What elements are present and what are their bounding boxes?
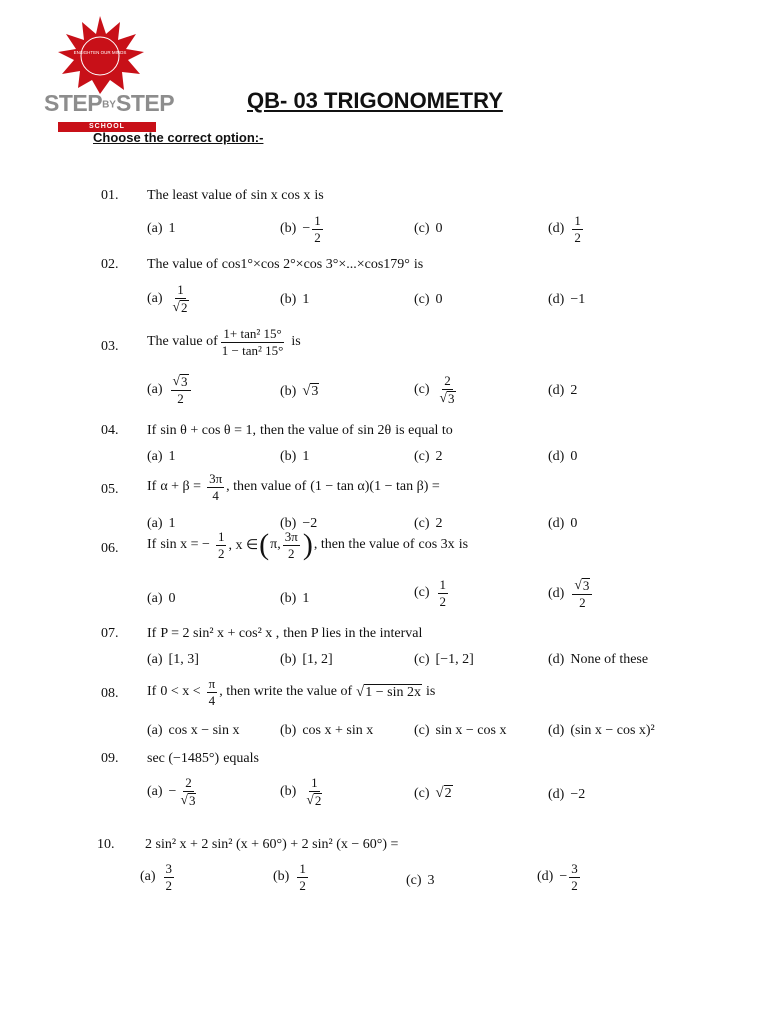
question-prefix: If	[147, 423, 157, 438]
option-value: −2	[570, 787, 586, 802]
option-label: (a)	[147, 449, 163, 464]
fraction	[572, 214, 583, 244]
option-value: 1	[302, 292, 310, 307]
question-suffix: is	[458, 537, 469, 553]
denominator-radical: √ 3	[180, 791, 196, 808]
option-label: (b)	[280, 783, 297, 799]
question-suffix: is	[425, 684, 436, 700]
option-value: [1, 2]	[302, 652, 333, 667]
option-d[interactable]	[548, 578, 594, 609]
question-text	[147, 530, 468, 560]
radicand: 3	[311, 384, 319, 399]
option-b[interactable]	[280, 591, 309, 607]
denominator: 2	[165, 877, 173, 893]
option-value: 2	[435, 449, 443, 464]
option-a[interactable]	[147, 283, 193, 314]
option-label: (d)	[548, 449, 565, 464]
option-label: (d)	[548, 221, 565, 237]
option-label: (b)	[280, 449, 297, 464]
question-text	[147, 472, 444, 502]
question-prefix: The value of	[147, 257, 218, 272]
radical: √ 3	[302, 383, 319, 399]
option-value: 1	[168, 221, 176, 236]
option-label: (a)	[147, 783, 163, 799]
question-number: 10.	[97, 837, 115, 852]
question-middle: then P lies in the interval	[283, 626, 423, 641]
question-text	[147, 327, 301, 357]
question-expression-2: cos 3x	[418, 537, 455, 553]
question-prefix: The value of	[147, 334, 218, 350]
option-label: (d)	[548, 383, 565, 398]
question-suffix: is	[314, 188, 324, 203]
option-b[interactable]	[280, 214, 325, 244]
option-c[interactable]	[414, 374, 460, 405]
option-label: (c)	[414, 585, 430, 601]
logo-motto-line-1: ENLIGHTEN OUR MINDS	[73, 50, 127, 55]
option-c[interactable]	[414, 652, 474, 668]
option-label: (c)	[414, 785, 430, 801]
denominator-radical: √ 2	[172, 298, 188, 315]
option-b[interactable]	[273, 862, 310, 892]
option-label: (c)	[414, 292, 430, 307]
option-d[interactable]	[537, 862, 582, 892]
numerator: 2	[444, 373, 451, 388]
option-value: 1	[302, 449, 310, 464]
numerator-radical: √ 3	[572, 578, 592, 595]
question-suffix: is	[291, 334, 301, 350]
option-label: (a)	[147, 723, 163, 738]
option-value: 0	[570, 449, 578, 464]
option-label: (b)	[280, 516, 297, 531]
denominator: 4	[212, 487, 219, 503]
question-middle-1: , x ∈	[228, 537, 259, 553]
question-number: 07.	[101, 626, 119, 641]
denominator: 2	[314, 229, 321, 245]
question-text	[147, 626, 422, 642]
option-a[interactable]	[147, 221, 176, 237]
question-prefix: If	[147, 479, 157, 495]
option-label: (a)	[147, 290, 163, 306]
fraction	[216, 530, 227, 560]
question-prefix: If	[147, 537, 157, 553]
option-label: (d)	[548, 723, 565, 738]
question-expression: 0 < x <	[160, 684, 201, 700]
logo-wordmark	[44, 90, 174, 117]
option-label: (d)	[548, 516, 565, 531]
option-value: 2	[435, 516, 443, 531]
question-text	[145, 837, 398, 853]
option-c[interactable]	[414, 292, 443, 308]
option-b[interactable]	[280, 652, 333, 668]
numerator: 3π	[209, 471, 223, 486]
question-expression: α + β =	[160, 479, 202, 495]
option-value: −1	[570, 292, 586, 307]
numerator: 3π	[284, 529, 298, 544]
numerator: 1	[311, 775, 318, 790]
question-text	[147, 677, 435, 707]
fraction	[178, 776, 198, 807]
paren-close: )	[302, 528, 313, 562]
numerator: 1+ tan² 15°	[223, 326, 282, 341]
option-value: 0	[168, 591, 176, 606]
question-suffix: equals	[223, 751, 259, 766]
option-label: (c)	[414, 652, 430, 667]
option-a[interactable]	[147, 591, 176, 607]
denominator: 2	[217, 545, 225, 561]
option-d[interactable]	[548, 516, 577, 532]
question-number: 08.	[101, 686, 119, 701]
radicand: 3	[582, 578, 590, 593]
numerator: 1	[314, 213, 321, 228]
option-label: (c)	[414, 381, 430, 397]
option-label: (c)	[414, 221, 430, 236]
option-label: (c)	[414, 449, 430, 464]
option-b[interactable]	[280, 449, 309, 465]
option-label: (c)	[406, 873, 422, 888]
option-value: None of these	[570, 652, 649, 667]
option-c[interactable]	[414, 221, 443, 237]
option-value: cos x − sin x	[168, 723, 240, 738]
question-suffix: is equal to	[395, 423, 453, 438]
option-label: (c)	[414, 516, 430, 531]
question-middle: , then write the value of	[219, 684, 353, 700]
option-c[interactable]	[414, 578, 450, 608]
denominator: 2	[177, 390, 184, 406]
denominator: 2	[288, 545, 295, 561]
question-expression: sin x cos x	[250, 188, 311, 203]
option-a[interactable]	[147, 723, 239, 739]
question-expression: 2 sin² x + 2 sin² (x + 60°) + 2 sin² (x − 60°) =	[145, 837, 399, 852]
option-value: cos x + sin x	[302, 723, 374, 738]
numerator: 3	[165, 861, 173, 876]
radicand: 2	[181, 299, 188, 315]
numerator: 1	[217, 529, 225, 544]
school-logo	[36, 14, 175, 130]
option-c[interactable]	[406, 873, 435, 889]
question-expression: P = 2 sin² x + cos² x ,	[160, 626, 280, 641]
fraction	[171, 374, 191, 405]
question-middle: , then the value of	[313, 537, 415, 553]
fraction	[283, 530, 300, 560]
option-b[interactable]	[280, 383, 319, 400]
logo-word-step: STEP	[44, 90, 103, 116]
option-label: (d)	[537, 869, 554, 885]
question-number: 02.	[101, 257, 119, 272]
option-value: 0	[570, 516, 578, 531]
denominator: 2	[579, 594, 586, 610]
option-value: 1	[168, 449, 176, 464]
option-sign: −	[559, 869, 568, 885]
fraction	[297, 862, 308, 892]
option-d[interactable]	[548, 787, 585, 803]
option-label: (a)	[147, 591, 163, 606]
fraction	[164, 862, 175, 892]
radicand: 2	[444, 786, 452, 801]
denominator: 2	[574, 229, 581, 245]
radicand: 3	[188, 792, 196, 808]
fraction	[207, 677, 218, 707]
question-text	[147, 257, 423, 273]
instruction-text: Choose the correct option:-	[93, 130, 264, 145]
option-b[interactable]	[280, 723, 373, 739]
option-label: (d)	[548, 787, 565, 802]
option-d[interactable]	[548, 383, 577, 399]
denominator: 1 − tan² 15°	[221, 342, 284, 358]
fraction	[569, 862, 580, 892]
denominator: 2	[299, 877, 306, 893]
numerator-radical: √ 3	[171, 374, 191, 391]
denominator: 4	[208, 692, 216, 708]
question-text	[147, 423, 453, 439]
fraction	[438, 578, 449, 608]
fraction	[438, 374, 458, 405]
option-label: (b)	[280, 383, 297, 399]
fraction	[207, 472, 224, 502]
option-a[interactable]	[147, 652, 199, 668]
option-label: (b)	[280, 292, 297, 307]
question-text	[147, 751, 263, 767]
option-a[interactable]	[147, 374, 193, 405]
denominator: 2	[439, 593, 447, 609]
question-expression: sec (−1485°)	[147, 751, 220, 766]
question-suffix: is	[413, 257, 424, 272]
option-c[interactable]	[414, 785, 453, 802]
option-label: (c)	[414, 723, 430, 738]
option-value: (sin x − cos x)²	[570, 723, 655, 738]
option-value: 0	[435, 292, 443, 307]
option-a[interactable]	[147, 776, 200, 807]
option-a[interactable]	[140, 862, 176, 892]
option-label: (a)	[140, 869, 156, 885]
question-expression: cos1°×cos 2°×cos 3°×...×cos179°	[221, 257, 410, 272]
radicand: 1 − sin 2x	[365, 684, 421, 700]
option-label: (a)	[147, 652, 163, 667]
option-a[interactable]	[147, 449, 176, 465]
question-expression-2: sin 2θ	[357, 423, 392, 438]
option-d[interactable]	[548, 449, 577, 465]
question-number: 09.	[101, 751, 119, 766]
numerator: 1	[177, 282, 184, 297]
option-sign: −	[168, 783, 177, 799]
question-number: 04.	[101, 423, 119, 438]
fraction	[304, 776, 324, 807]
option-label: (b)	[273, 869, 290, 885]
numerator: 3	[571, 861, 578, 876]
option-d[interactable]	[548, 214, 585, 244]
option-label: (a)	[147, 516, 163, 531]
radical: √ 1 − sin 2x	[356, 683, 421, 700]
option-c[interactable]	[414, 449, 443, 465]
interval-left: π,	[270, 537, 281, 553]
radicand: 3	[181, 374, 188, 389]
star-emblem-icon	[36, 14, 166, 94]
question-number: 03.	[101, 339, 119, 354]
option-label: (a)	[147, 221, 163, 236]
fraction	[171, 283, 191, 314]
fraction	[572, 578, 592, 609]
option-label: (d)	[548, 585, 565, 601]
option-value: [1, 3]	[168, 652, 199, 667]
option-c[interactable]	[414, 723, 506, 739]
numerator: π	[208, 676, 216, 691]
radical: √ 2	[435, 785, 452, 801]
option-value: −2	[302, 516, 318, 531]
question-number: 06.	[101, 541, 119, 556]
question-expression-2: (1 − tan α)(1 − tan β) =	[310, 479, 440, 495]
option-label: (a)	[147, 381, 163, 397]
option-label: (b)	[280, 591, 297, 606]
denominator-radical: √ 3	[439, 389, 455, 406]
logo-word-step-2: STEP	[115, 90, 175, 116]
option-value: 1	[302, 591, 310, 606]
option-value: [−1, 2]	[435, 652, 474, 667]
numerator: 1	[574, 213, 581, 228]
radicand: 3	[448, 390, 455, 406]
option-label: (b)	[280, 221, 297, 237]
option-sign: −	[302, 221, 311, 237]
question-prefix: The least value of	[147, 188, 247, 203]
question-number: 05.	[101, 482, 119, 497]
option-label: (b)	[280, 652, 297, 667]
fraction	[312, 214, 323, 244]
option-b[interactable]	[280, 776, 326, 807]
numerator: 2	[185, 775, 192, 790]
question-middle: then the value of	[260, 423, 354, 438]
option-d[interactable]	[548, 292, 585, 308]
page-title: QB- 03 TRIGONOMETRY	[247, 88, 503, 113]
radicand: 2	[314, 792, 322, 808]
fraction	[220, 327, 286, 357]
question-expression: sin x = −	[160, 537, 210, 553]
question-prefix: If	[147, 626, 157, 641]
option-label: (d)	[548, 652, 565, 667]
option-d[interactable]	[548, 723, 655, 739]
option-value: 1	[168, 516, 176, 531]
option-value: 2	[570, 383, 578, 398]
option-b[interactable]	[280, 292, 309, 308]
question-middle: , then value of	[226, 479, 307, 495]
logo-school-banner: SCHOOL	[58, 122, 156, 132]
option-value: 0	[435, 221, 443, 236]
numerator: 1	[439, 577, 447, 592]
option-label: (b)	[280, 723, 297, 738]
question-number: 01.	[101, 188, 119, 203]
question-expression: sin θ + cos θ = 1,	[160, 423, 257, 438]
denominator-radical: √ 2	[306, 791, 322, 808]
numerator: 1	[299, 861, 306, 876]
logo-word-by: BY	[102, 99, 116, 111]
option-label: (d)	[548, 292, 565, 307]
option-value: sin x − cos x	[435, 723, 507, 738]
denominator: 2	[571, 877, 578, 893]
option-d[interactable]	[548, 652, 648, 668]
question-prefix: If	[147, 684, 157, 700]
question-text	[147, 188, 324, 204]
paren-open: (	[259, 528, 270, 562]
option-value: 3	[427, 873, 435, 888]
